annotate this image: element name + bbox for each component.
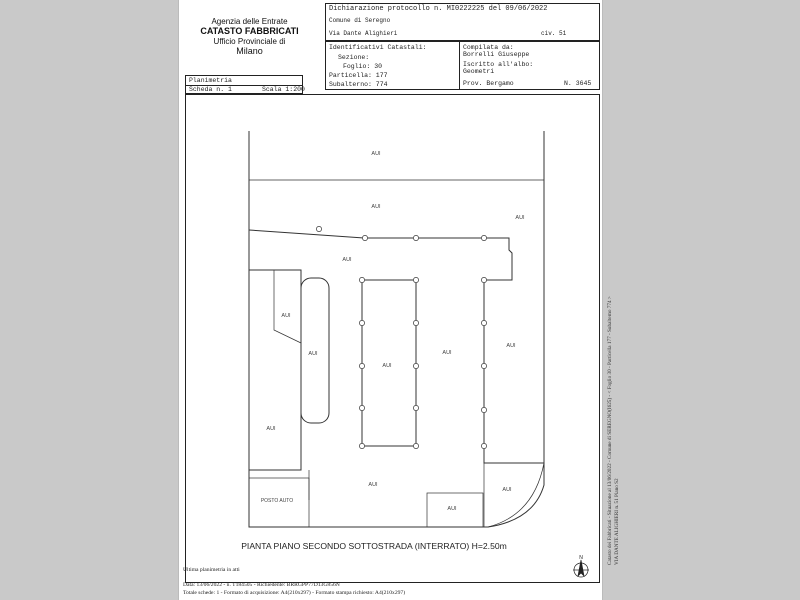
side-note-address: VIA DANTE ALIGHIERI n. 51 Piano S2 xyxy=(614,478,620,565)
last-plan-note: Ultima planimetria in atti xyxy=(183,567,240,573)
particella-text: Particella: 177 xyxy=(329,72,388,79)
room-label-center-top: AUI xyxy=(342,257,352,263)
room-label-center: AUI xyxy=(442,350,452,356)
register-value: Geometri xyxy=(463,68,495,75)
room-label-inner: AUI xyxy=(382,363,392,369)
subalterno-text: Subalterno: 774 xyxy=(329,81,388,88)
room-label-right-top: AUI xyxy=(515,215,525,221)
scheda-label: Scheda n. 1 xyxy=(189,86,232,93)
totals-line: Totale schede: 1 - Formato di acquisizione: A4(210x297) - Formato stampa richiesto: A4(210x297) xyxy=(183,590,406,596)
sezione-text: Sezione: xyxy=(338,54,370,61)
room-label-corridor: AUI xyxy=(371,204,381,210)
room-label-top: AUI xyxy=(371,151,381,157)
north-arrow-icon xyxy=(573,560,589,577)
city-name: Milano xyxy=(236,45,263,56)
plan-title: PIANTA PIANO SECONDO SOTTOSTRADA (INTERRATO) H=2.50m xyxy=(241,541,507,551)
province-text: Prov. Bergamo xyxy=(463,80,514,87)
declaration-text: Dichiarazione protocollo n. MI0222225 del 09/06/2022 xyxy=(329,5,548,13)
register-number: N. 3645 xyxy=(564,80,592,87)
room-label-bottom-small: AUI xyxy=(447,506,457,512)
room-label-right: AUI xyxy=(506,343,516,349)
floor-plan xyxy=(179,0,604,600)
foglio-text: Foglio: 30 xyxy=(343,63,383,70)
room-label-left-narrow: AUI xyxy=(281,313,291,319)
north-label: N xyxy=(579,555,583,561)
register-label: Iscritto all'albo: xyxy=(463,61,534,68)
municipality-text: Comune di Seregno xyxy=(329,17,391,24)
civic-text: civ. 51 xyxy=(541,30,567,37)
compiled-by-name: Borrelli Giuseppe xyxy=(463,51,530,58)
office-name: Ufficio Provinciale di xyxy=(213,36,286,46)
side-note-situation: Catasto dei Fabbricati - Situazione al 13/06/2022 - Comune di SEREGNO(I625) - < Foglio 30 - Particella 177 - Subalterno 774 > xyxy=(607,296,613,565)
room-label-bottom: AUI xyxy=(368,482,378,488)
scala-label: Scala 1:200 xyxy=(262,86,305,93)
room-label-bottom-right: AUI xyxy=(502,487,512,493)
room-label-left: AUI xyxy=(266,426,276,432)
compiled-by-label: Compilata da: xyxy=(463,44,514,51)
department-name: CATASTO FABBRICATI xyxy=(200,26,299,37)
street-text: Via Dante Alighieri xyxy=(329,30,398,37)
agency-name: Agenzia delle Entrate xyxy=(211,17,288,26)
planimetria-label: Planimetria xyxy=(189,77,232,84)
room-label-ramp: AUI xyxy=(308,351,318,357)
document-sheet xyxy=(178,0,620,600)
data-line: Data: 13/06/2022 - n. T184505 - Richiedente: BRRGPP77D13G856N xyxy=(183,582,340,588)
cadastral-title: Identificativi Catastali: xyxy=(329,44,427,51)
posto-auto-label: POSTO AUTO xyxy=(260,498,294,504)
